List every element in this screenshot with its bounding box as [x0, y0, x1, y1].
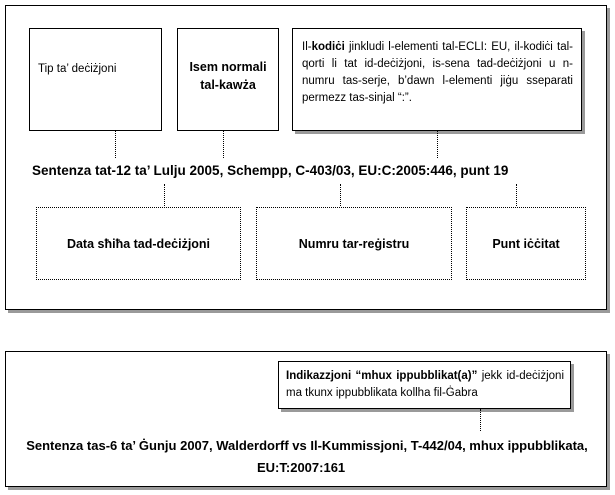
ecli-note-keyword: kodiċi [311, 41, 345, 53]
citation-example-2-line-1: Sentenza tas-6 ta’ Ġunju 2007, Walderdorff vs Il-Kummissjoni, T-442/04, mhux ippubblikata, [26, 438, 588, 453]
citation-example-1: Sentenza tat-12 ta’ Lulju 2005, Schempp, C-403/03, EU:C:2005:446, punt 19 [32, 163, 509, 178]
connector-full-date [164, 184, 165, 208]
point-cited-label: Punt iċċitat [492, 236, 560, 251]
connector-point [516, 184, 517, 208]
case-name-box [177, 28, 279, 131]
ecli-note-box [292, 28, 582, 131]
unpublished-note-box [278, 361, 571, 409]
unpublished-note-keyword: Indikazzjoni “mhux ippubblikat(a)” [286, 370, 478, 382]
connector-unpublished [480, 409, 481, 431]
registry-number-box [256, 207, 452, 280]
full-date-label: Data sħiħa tad-deċiżjoni [66, 236, 211, 251]
ecli-note-text: jinkludi l-elementi tal-ECLI: EU, il-kodiċi tal-qorti li tat id-deċiżjoni, is-sena tad-deċiżjoni u n-numru tas-serje, b’dawn l-elementi jiġu sseparati permezz tas-sinjal “:”. [302, 41, 573, 104]
ecli-note-prefix: Il- [302, 41, 312, 53]
full-date-box [36, 207, 241, 280]
connector-registry [340, 184, 341, 208]
citation-example-2 [14, 435, 600, 479]
decision-type-label: Tip ta’ deċiżjoni [38, 63, 117, 75]
point-cited-box [466, 207, 586, 280]
unpublished-note-text: jekk id-deċiżjoni ma tkunx ippubblikata kollha fil-Ġabra [286, 370, 564, 399]
connector-decision-type [115, 131, 116, 158]
case-name-line-2: tal-kawża [200, 77, 256, 92]
decision-type-box [29, 28, 162, 131]
registry-number-label: Numru tar-reġistru [298, 236, 410, 251]
case-name-line-1: Isem normali [189, 59, 267, 74]
connector-case-name [223, 131, 224, 158]
citation-example-2-line-2: EU:T:2007:161 [257, 460, 346, 475]
connector-ecli-note [437, 131, 438, 158]
